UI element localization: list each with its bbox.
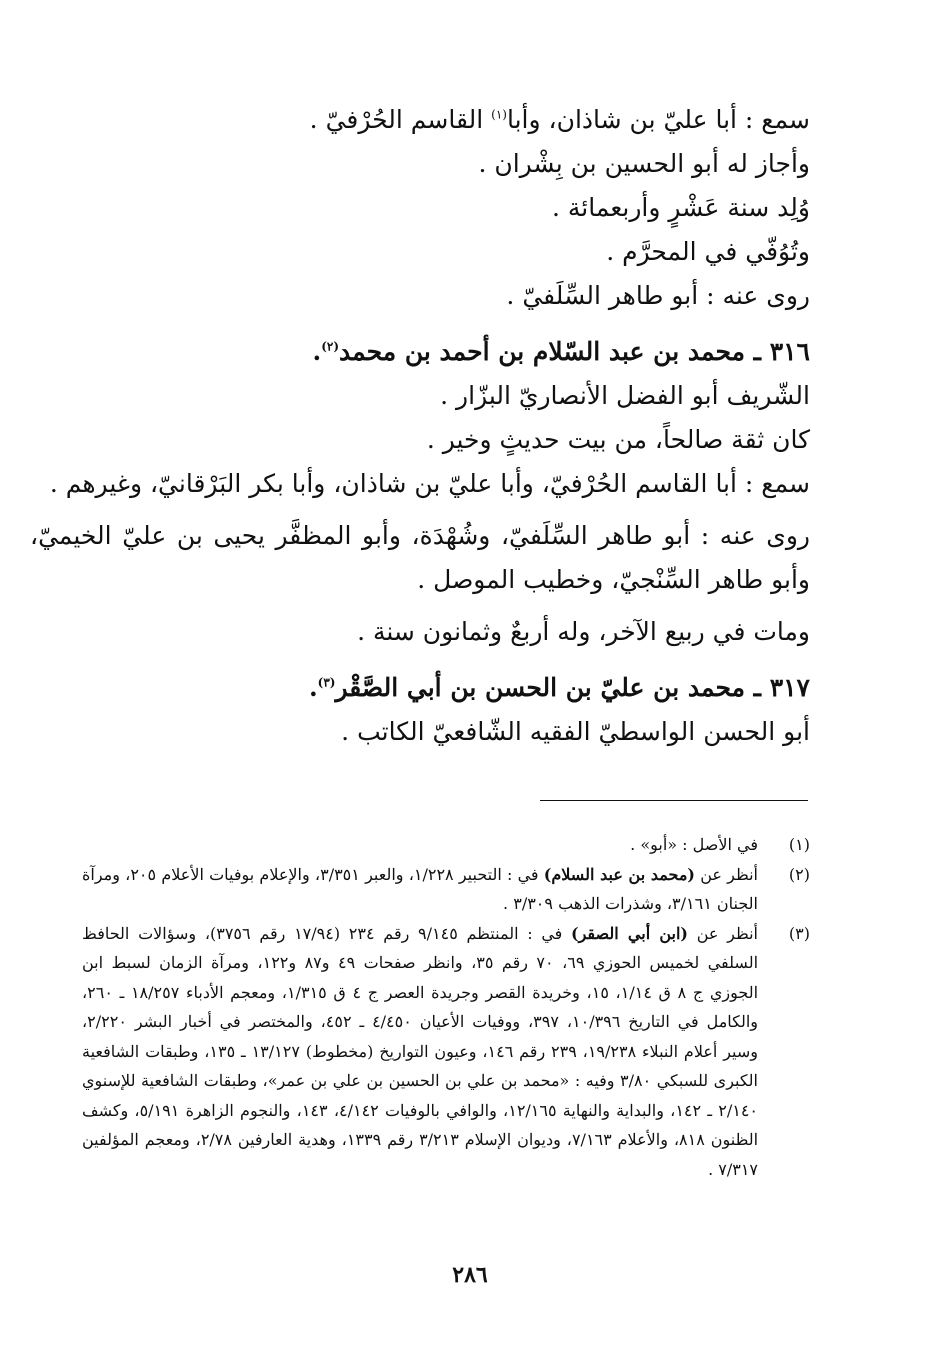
footnotes bbox=[82, 830, 810, 1184]
text-paragraph: سمع : أبا القاسم الحُرْفيّ، وأبا عليّ بن شاذان، وأبا بكر البَرْقانيّ، وغيرهم . bbox=[49, 469, 810, 498]
footnote-ref-2[interactable]: (٢) bbox=[321, 339, 340, 354]
footnote-1 bbox=[82, 830, 810, 860]
footnote-text: في الأصل : «أبو» . bbox=[630, 835, 758, 854]
footnote-3 bbox=[82, 919, 810, 1185]
main-text bbox=[30, 98, 810, 754]
text-span: القاسم الحُرْفيّ . bbox=[309, 105, 492, 134]
entry-316-heading bbox=[80, 330, 810, 374]
text-line bbox=[80, 98, 810, 142]
text-span: سمع : أبا عليّ بن شاذان، وأبا bbox=[506, 105, 810, 134]
footnote-prefix: أنظر عن bbox=[695, 864, 758, 884]
text-line: ومات في ربيع الآخر، وله أربعٌ وثمانون سنة . bbox=[357, 617, 810, 646]
footnote-subject: (محمد بن عبد السلام) bbox=[543, 864, 695, 884]
entry-title: ٣١٦ ـ محمد بن عبد السّلام بن أحمد بن محمد bbox=[339, 337, 810, 366]
footnote-separator bbox=[540, 800, 808, 801]
footnote-subject: (ابن أبي الصقر) bbox=[571, 923, 688, 943]
text-line: وتُوُفّي في المحرَّم . bbox=[606, 237, 810, 266]
footnote-number: (١) bbox=[788, 835, 810, 854]
entry-317-heading bbox=[80, 666, 810, 710]
text-line: وأجاز له أبو الحسين بن بِشْران . bbox=[478, 149, 810, 178]
footnote-text: في : التحبير ١/٢٢٨، والعبر ٣/٣٥١، والإعلام بوفيات الأعلام ٢٠٥، ومرآة الجنان ٣/١٦١، وشذرات الذهب ٣/٣٠٩ . bbox=[82, 864, 758, 913]
footnote-number: (٣) bbox=[788, 923, 810, 943]
footnote-ref-3[interactable]: (٣) bbox=[317, 675, 336, 690]
punctuation: . bbox=[312, 337, 322, 366]
punctuation: . bbox=[308, 673, 318, 702]
footnote-number: (٢) bbox=[788, 864, 810, 884]
text-line: وُلِد سنة عَشْرٍ وأربعمائة . bbox=[552, 193, 810, 222]
text-line: الشّريف أبو الفضل الأنصاريّ البزّار . bbox=[440, 381, 810, 410]
text-line: أبو الحسن الواسطيّ الفقيه الشّافعيّ الكاتب . bbox=[341, 717, 810, 746]
text-line: كان ثقة صالحاً، من بيت حديثٍ وخير . bbox=[426, 425, 810, 454]
footnote-text: في : المنتظم ٩/١٤٥ رقم ٢٣٤ (١٧/٩٤ رقم ٣٧٥٦)، وسؤالات الحافظ السلفي لخميس الحوزي ٦٩، ٧٠ رقم ٣٥، وانظر صفحات ٤٩ و٨٧ و١٢٢، ومرآة الزمان لسبط ابن الجوزي ج ٨ ق ١/١٤، ١٥، وخريدة القصر وجريدة العصر ج ٤ ق ١/٣١٥، ومعجم الأدباء ١٨/٢٥٧ ـ ٢٦٠، والكامل في التاريخ ١٠/٣٩٦، ٣٩٧، ووفيات الأعيان ٤/٤٥٠ ـ ٤٥٢، والمختصر في أخبار البشر ٢/٢٢٠، وسير أعلام النبلاء ١٩/٢٣٨، ٢٣٩ رقم ١٤٦، وعيون التواريخ (مخطوط) ١٣/١٢٧ ـ ١٣٥، وطبقات الشافعية الكبرى للسبكي ٣/٨٠ وفيه : «محمد بن علي بن الحسين بن علي بن عمر»، وطبقات الشافعية للإسنوي ٢/١٤٠ ـ ١٤٢، والبداية والنهاية ١٢/١٦٥، والوافي بالوفيات ٤/١٤٢، ١٤٣، والنجوم الزاهرة ٥/١٩١، وكشف الظنون ٨١٨، والأعلام ٧/١٦٣، وديوان الإسلام ٣/٢١٣ رقم ١٣٣٩، وهدية العارفين ٢/٧٨، ومعجم المؤلفين ٧/٣١٧ . bbox=[82, 923, 759, 1179]
text-paragraph: روى عنه : أبو طاهر السِّلَفيّ، وشُهْدَة، وأبو المظفَّر يحيى بن عليّ الخيميّ، وأبو طاهر السِّنْجيّ، وخطيب الموصل . bbox=[30, 521, 810, 594]
page-number: ٢٨٦ bbox=[452, 1262, 488, 1288]
footnote-prefix: أنظر عن bbox=[688, 923, 759, 943]
text-line: روى عنه : أبو طاهر السِّلَفيّ . bbox=[506, 281, 810, 310]
footnote-ref-1[interactable]: (١) bbox=[491, 107, 507, 122]
entry-title: ٣١٧ ـ محمد بن عليّ بن الحسن بن أبي الصَّقْر bbox=[335, 673, 810, 702]
footnote-2 bbox=[82, 860, 810, 919]
